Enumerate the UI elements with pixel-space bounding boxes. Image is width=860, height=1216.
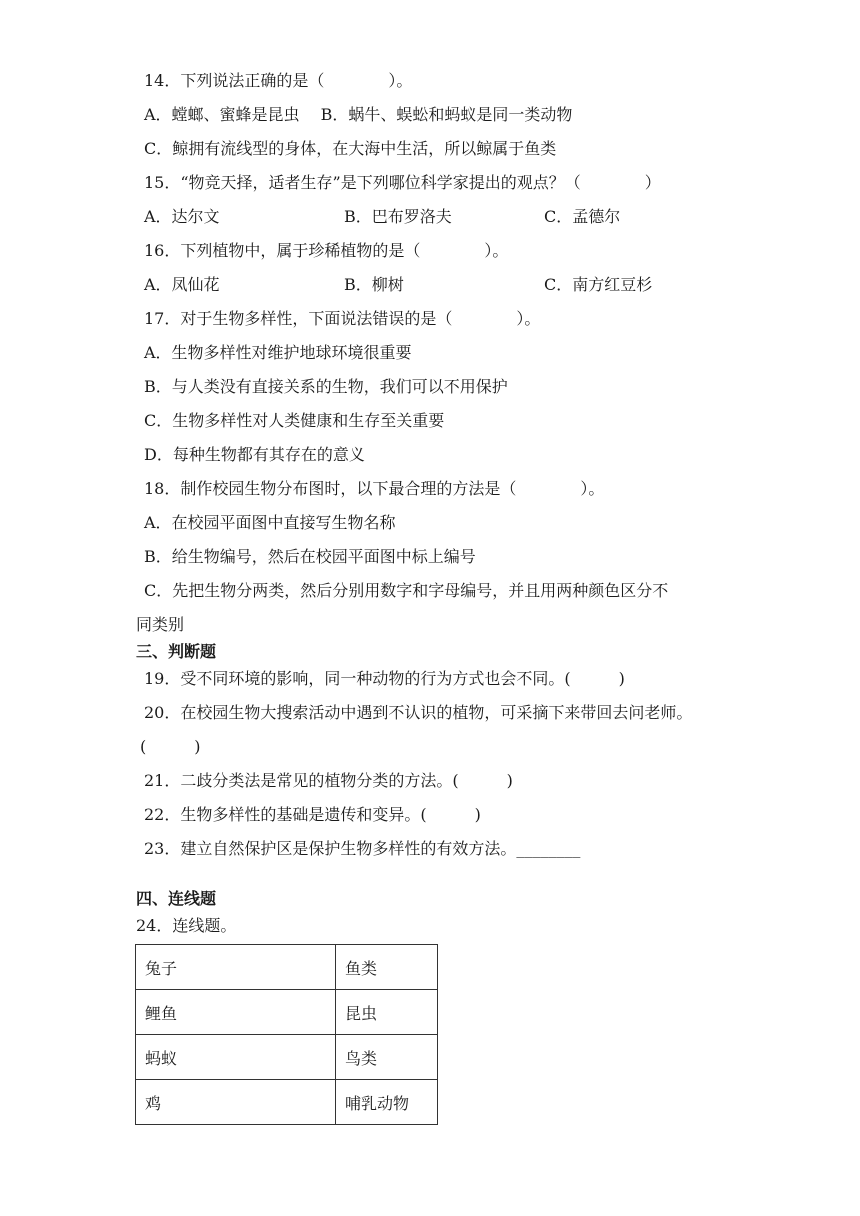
q17-stem: 17．对于生物多样性，下面说法错误的是（ ）。: [144, 309, 541, 328]
q15-option-c: C．孟德尔: [544, 207, 621, 226]
q16-option-c: C．南方红豆杉: [544, 275, 653, 294]
table-row: [136, 945, 438, 990]
table-cell-animal: 兔子: [136, 945, 336, 990]
table-row: [136, 990, 438, 1035]
q14-options-ab: A．螳螂、蜜蜂是昆虫 B．蜗牛、蜈蚣和蚂蚁是同一类动物: [144, 105, 573, 124]
q14-option-c: C．鲸拥有流线型的身体，在大海中生活，所以鲸属于鱼类: [144, 139, 557, 158]
q18-stem: 18．制作校园生物分布图时，以下最合理的方法是（ ）。: [144, 479, 605, 498]
table-cell-category: 鸟类: [336, 1035, 438, 1080]
q20-line2: ( ): [140, 737, 201, 756]
table-cell-category: 哺乳动物: [336, 1080, 438, 1125]
q15-option-b: B．巴布罗洛夫: [344, 207, 452, 226]
table-cell-animal: 蚂蚁: [136, 1035, 336, 1080]
q17-option-d: D．每种生物都有其存在的意义: [144, 445, 365, 464]
q21: 21．二歧分类法是常见的植物分类的方法。( ): [144, 771, 513, 790]
q18-option-a: A．在校园平面图中直接写生物名称: [144, 513, 396, 532]
q24-stem: 24．连线题。: [136, 916, 237, 935]
q17-option-b: B．与人类没有直接关系的生物，我们可以不用保护: [144, 377, 508, 396]
table-cell-animal: 鸡: [136, 1080, 336, 1125]
q16-option-b: B．柳树: [344, 275, 404, 294]
q23: 23．建立自然保护区是保护生物多样性的有效方法。________: [144, 839, 581, 858]
q15-stem: 15．“物竞天择，适者生存”是下列哪位科学家提出的观点？（ ）: [144, 173, 661, 192]
matching-table: [135, 944, 438, 1125]
q15-option-a: A．达尔文: [144, 207, 220, 226]
section-matching-heading: 四、连线题: [136, 889, 217, 908]
q19: 19．受不同环境的影响，同一种动物的行为方式也会不同。( ): [144, 669, 625, 688]
table-row: [136, 1080, 438, 1125]
q17-option-c: C．生物多样性对人类健康和生存至关重要: [144, 411, 445, 430]
q14-stem: 14．下列说法正确的是（ ）。: [144, 71, 413, 90]
q22: 22．生物多样性的基础是遗传和变异。( ): [144, 805, 481, 824]
section-true-false-heading: 三、判断题: [136, 642, 217, 661]
q17-option-a: A．生物多样性对维护地球环境很重要: [144, 343, 412, 362]
table-row: [136, 1035, 438, 1080]
q18-option-b: B．给生物编号，然后在校园平面图中标上编号: [144, 547, 476, 566]
q18-option-c-line2: 同类别: [136, 615, 185, 634]
q18-option-c-line1: C．先把生物分两类，然后分别用数字和字母编号，并且用两种颜色区分不: [144, 581, 669, 600]
table-cell-category: 鱼类: [336, 945, 438, 990]
q16-stem: 16．下列植物中，属于珍稀植物的是（ ）。: [144, 241, 509, 260]
table-cell-animal: 鲤鱼: [136, 990, 336, 1035]
q20-line1: 20．在校园生物大搜索活动中遇到不认识的植物，可采摘下来带回去问老师。: [144, 703, 693, 722]
q16-option-a: A．凤仙花: [144, 275, 220, 294]
table-cell-category: 昆虫: [336, 990, 438, 1035]
